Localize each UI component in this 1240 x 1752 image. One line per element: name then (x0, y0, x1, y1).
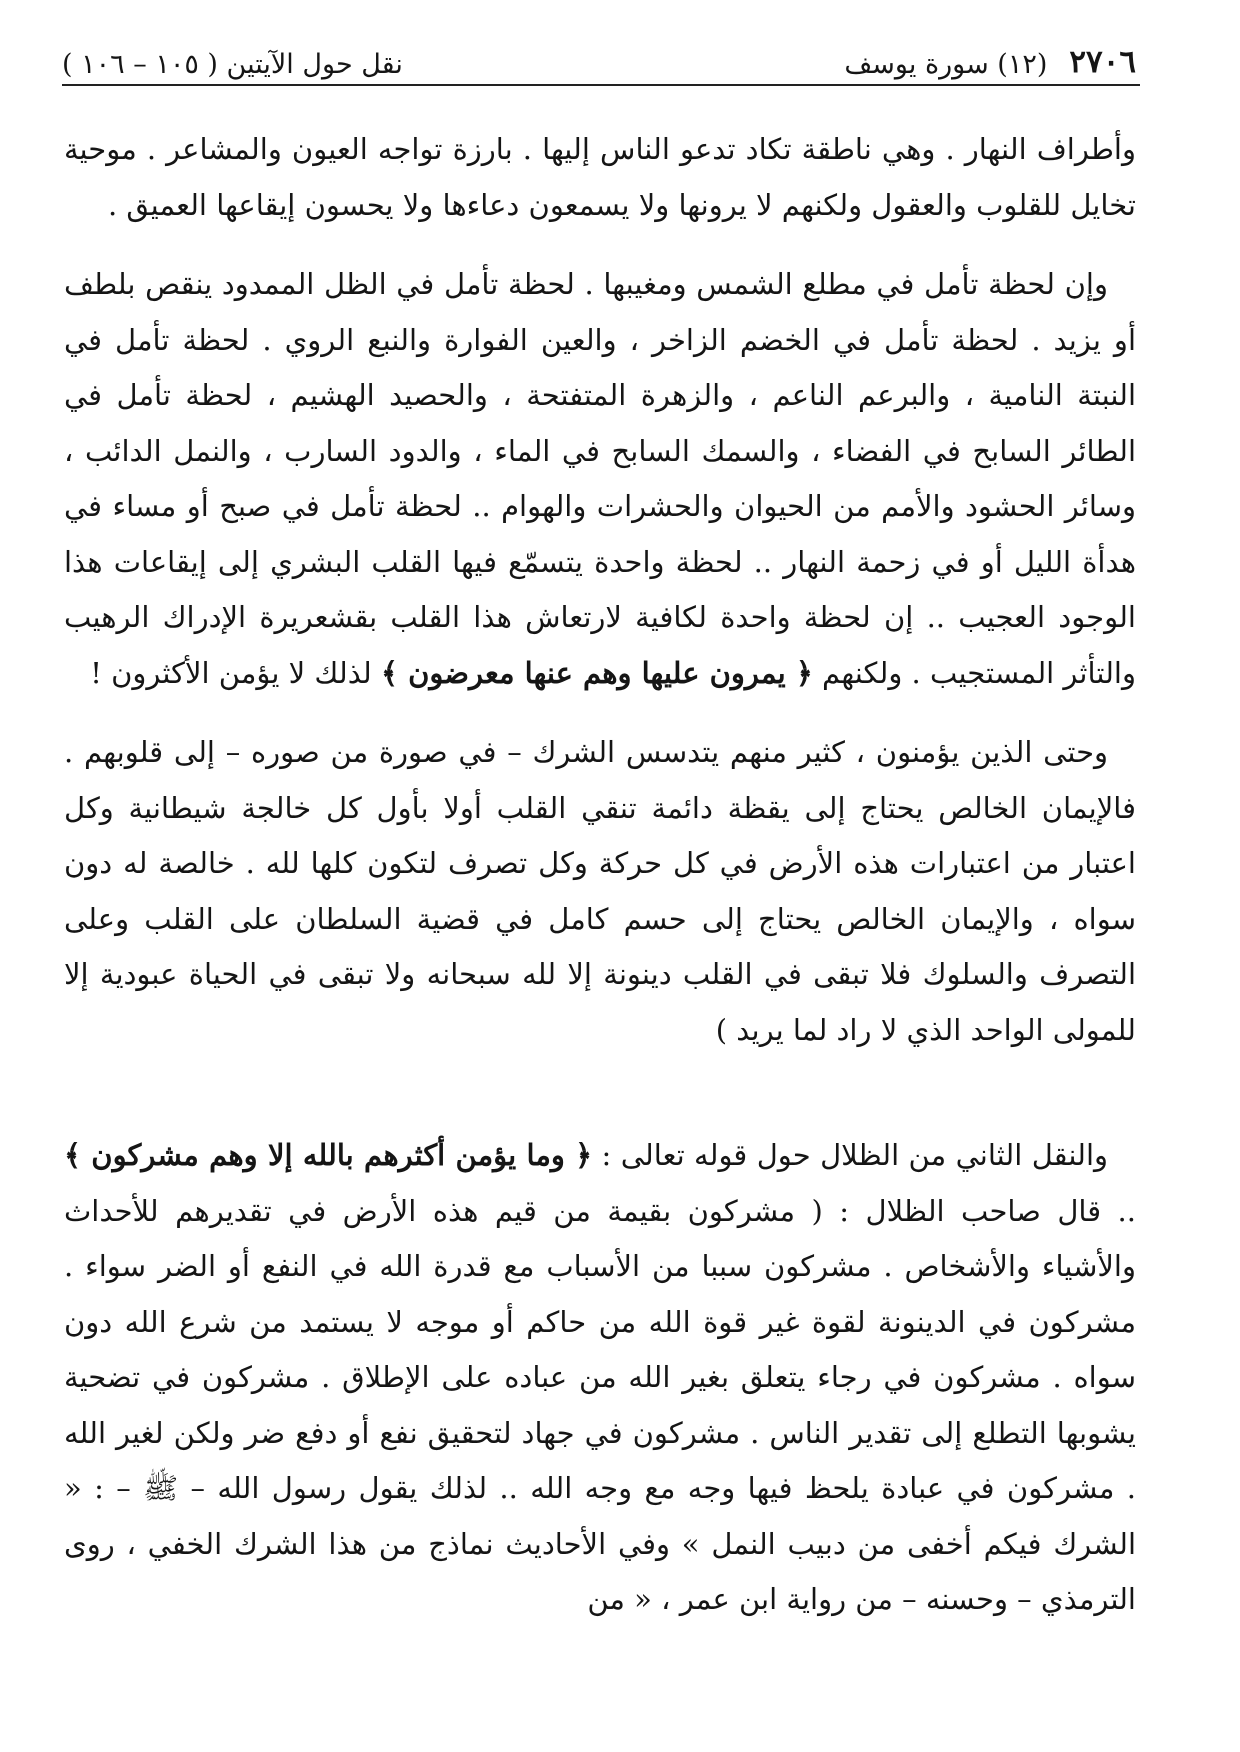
paragraph-1 (64, 122, 1136, 233)
quran-quote: ﴿ وما يؤمن أكثرهم بالله إلا وهم مشركون ﴾ (64, 1138, 593, 1172)
quran-quote: ﴿ يمرون عليها وهم عنها معرضون ﴾ (381, 655, 813, 690)
paragraph-4 (64, 1128, 1136, 1628)
paragraph-2 (64, 257, 1136, 701)
header-divider (62, 84, 1140, 86)
page-header (62, 36, 1136, 80)
header-right-group (844, 44, 1136, 80)
paragraph-text: وإن لحظة تأمل في مطلع الشمس ومغيبها . لحظة تأمل في الظل الممدود ينقص بلطف أو يزيد . لحظة تأمل في الخضم الزاخر ، والعين الفوارة والنبع الروي . لحظة تأمل في النبتة النامية ، والبرعم الناعم ، والزهرة المتفتحة ، والحصيد الهشيم ، لحظة تأمل في الطائر السابح في الفضاء ، والسمك السابح في الماء ، والدود السارب ، والنمل الدائب ، وسائر الحشود والأمم من الحيوان والحشرات والهوام .. لحظة تأمل في صبح أو مساء في هدأة الليل أو في زحمة النهار .. لحظة واحدة يتسمّع فيها القلب البشري إلى إيقاعات هذا الوجود العجيب .. إن لحظة واحدة لكافية لارتعاش هذا القلب بقشعريرة الإدراك الرهيب والتأثر المستجيب . ولكنهم (64, 267, 1136, 690)
surah-title: (١٢) سورة يوسف (844, 49, 1048, 80)
paragraph-3 (64, 725, 1136, 1058)
paragraph-text: .. قال صاحب الظلال : ( مشركون بقيمة من قيم هذه الأرض في تقديرهم للأحداث والأشياء والأشخاص . مشركون سببا من الأسباب مع قدرة الله في النفع أو الضر سواء . مشركون في الدينونة لقوة غير قوة الله من حاكم أو موجه لا يستمد من شرع الله دون سواه . مشركون في رجاء يتعلق بغير الله من عباده على الإطلاق . مشركون في تضحية يشوبها التطلع إلى تقدير الناس . مشركون في جهاد لتحقيق نفع أو دفع ضر ولكن لغير الله . مشركون في عبادة يلحظ فيها وجه مع وجه الله .. لذلك يقول رسول الله – ﷺ – : « الشرك فيكم أخفى من دبيب النمل » وفي الأحاديث نماذج من هذا الشرك الخفي ، روى الترمذي – وحسنه – من رواية ابن عمر ، « من (64, 1193, 1136, 1616)
paragraph-text: وحتى الذين يؤمنون ، كثير منهم يتدسس الشرك – في صورة من صوره – إلى قلوبهم . فالإيمان الخالص يحتاج إلى يقظة دائمة تنقي القلب أولا بأول كل خالجة شيطانية وكل اعتبار من اعتبارات هذه الأرض في كل حركة وكل تصرف لتكون كلها لله . خالصة له دون سواه ، والإيمان الخالص يحتاج إلى حسم كامل في قضية السلطان على القلب وعلى التصرف والسلوك فلا تبقى في القلب دينونة إلا لله سبحانه ولا تبقى في الحياة عبودية إلا للمولى الواحد الذي لا راد لما يريد ) (64, 735, 1136, 1047)
page-body (64, 122, 1136, 1652)
paragraph-text: لذلك لا يؤمن الأكثرون ! (90, 655, 381, 690)
paragraph-text: وأطراف النهار . وهي ناطقة تكاد تدعو الناس إليها . بارزة تواجه العيون والمشاعر . موحية تخايل للقلوب والعقول ولكنهم لا يرونها ولا يسمعون دعاءها ولا يحسون إيقاعها العميق . (64, 132, 1136, 222)
paragraph-text: والنقل الثاني من الظلال حول قوله تعالى : (592, 1138, 1108, 1172)
page-number: ٢٧٠٦ (1069, 44, 1136, 80)
running-title: نقل حول الآيتين ( ١٠٥ – ١٠٦ ) (62, 49, 403, 80)
